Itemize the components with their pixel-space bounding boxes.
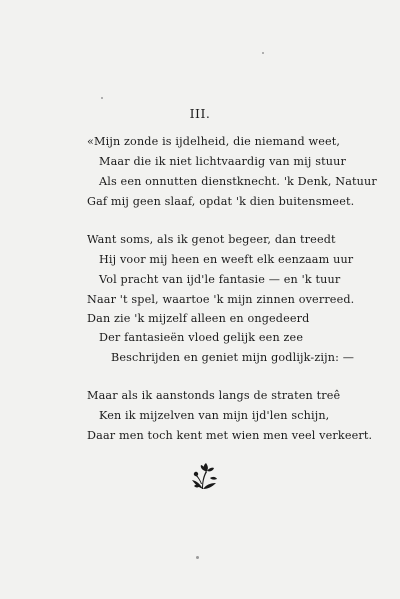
- poem-line: Beschrijden en geniet mijn godlijk-zijn: —: [111, 351, 355, 364]
- section-numeral: III.: [189, 106, 211, 121]
- poem-line: Maar als ik aanstonds langs de straten treê: [87, 389, 341, 402]
- poem-line: Daar men toch kent met wien men veel verkeert.: [87, 429, 373, 442]
- poem-line: Gaf mij geen slaaf, opdat 'k dien buitensmeet.: [87, 195, 355, 208]
- paper-speck: [196, 556, 199, 559]
- poem-line: Der fantasieën vloed gelijk een zee: [99, 331, 304, 344]
- poem-line: «Mijn zonde is ijdelheid, die niemand weet,: [87, 135, 341, 148]
- poem-line: Dan zie 'k mijzelf alleen en ongedeerd: [87, 312, 310, 325]
- poem-line: Ken ik mijzelven van mijn ijd'len schijn,: [99, 409, 330, 422]
- poem-line: Vol pracht van ijd'le fantasie — en 'k tuur: [99, 273, 341, 286]
- paper-speck: [101, 97, 103, 99]
- poem-line: Als een onnutten dienstknecht. 'k Denk, Natuur: [99, 175, 377, 188]
- poem-line: Want soms, als ik genot begeer, dan treedt: [87, 233, 336, 246]
- paper-speck: [262, 52, 264, 54]
- poem-line: Hij voor mij heen en weeft elk eenzaam uur: [99, 253, 354, 266]
- floral-ornament-icon: [186, 462, 220, 492]
- poem-line: Naar 't spel, waartoe 'k mijn zinnen overreed.: [87, 293, 355, 306]
- poem-line: Maar die ik niet lichtvaardig van mij stuur: [99, 155, 346, 168]
